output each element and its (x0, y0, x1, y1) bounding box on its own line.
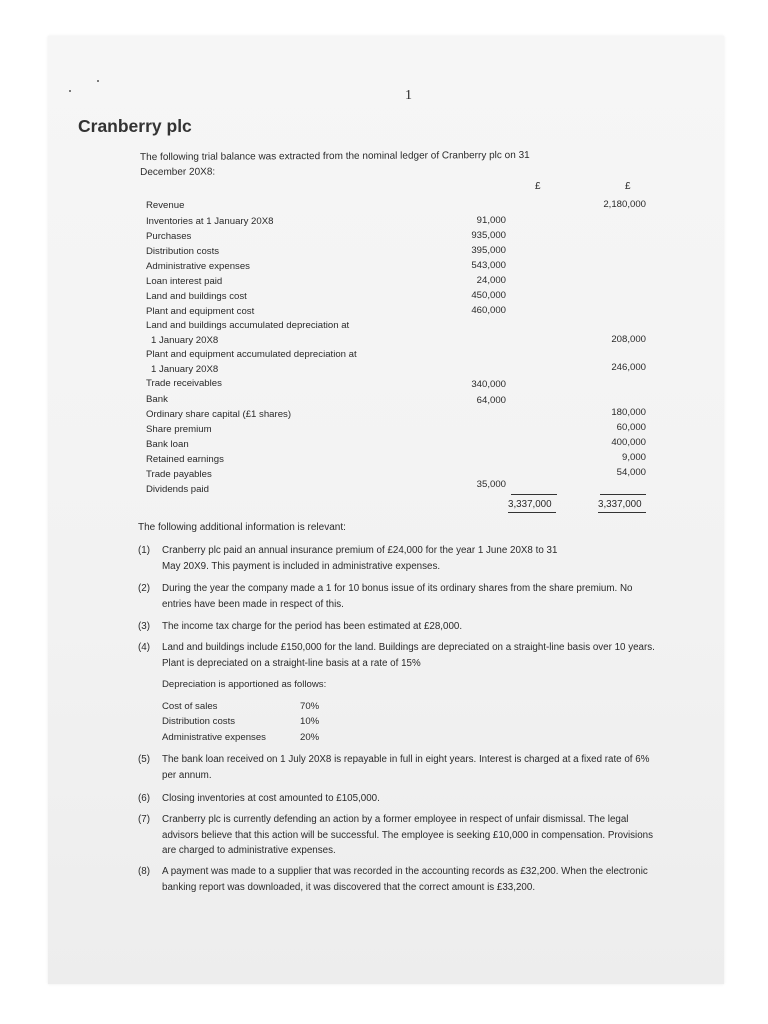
note-number: (4) (138, 642, 150, 653)
row-label: Distribution costs (146, 246, 220, 257)
debit-cell: 935,000 (471, 230, 506, 241)
total-debit: 3,337,000 (508, 499, 552, 510)
speck (69, 90, 71, 92)
note-text: Land and buildings include £150,000 for the land. Buildings are depreciated on a straight-line basis over 10 years. Plant is depreciated on a straight-line basis at a rate of 15% (162, 642, 655, 669)
note-text: The bank loan received on 1 July 20X8 is repayable in full in eight years. Interest is charged at a fixed rate of 6% per annum. (162, 754, 650, 781)
credit-total-rule (598, 512, 646, 513)
credit-currency-header: £ (625, 181, 631, 192)
debit-cell: 35,000 (476, 479, 506, 490)
depreciation-percent: 10% (300, 716, 320, 727)
speck (97, 80, 99, 82)
credit-subtotal-rule (600, 494, 646, 495)
row-label: Trade payables (146, 469, 212, 480)
depreciation-label: Administrative expenses (162, 732, 266, 743)
row-label: Share premium (146, 424, 212, 435)
note-text: Closing inventories at cost amounted to £105,000. (162, 793, 380, 804)
row-label: 1 January 20X8 (151, 364, 219, 375)
debit-cell: 64,000 (476, 395, 506, 406)
note-text: Cranberry plc paid an annual insurance premium of £24,000 for the year 1 June 20X8 to 31 May 20X9. This payment is included in administrative expenses. (162, 545, 558, 572)
note-text: A payment was made to a supplier that was recorded in the accounting records as £32,200. When the electronic banking report was downloaded, it was discovered that the correct amount is £33,200. (162, 866, 648, 893)
row-label: Bank (146, 394, 168, 405)
note-text: Cranberry plc is currently defending an action by a former employee in respect of unfair dismissal. The legal advisors believe that this action will be successful. The employee is seeking £10,000 in compensation. Provisions are charged to administrative expenses. (162, 814, 654, 856)
credit-cell: 9,000 (621, 452, 646, 463)
debit-total-rule (508, 512, 556, 513)
debit-cell: 340,000 (471, 379, 506, 390)
note-text: During the year the company made a 1 for 10 bonus issue of its ordinary shares from the share premium. No entries have been made in respect of this. (162, 583, 633, 610)
debit-subtotal-rule (511, 494, 557, 495)
row-label: Land and buildings accumulated depreciation at (146, 320, 350, 331)
company-title: Cranberry plc (78, 116, 192, 136)
depreciation-label: Cost of sales (162, 701, 218, 712)
row-label: Administrative expenses (146, 261, 250, 272)
row-label: Loan interest paid (146, 276, 223, 287)
debit-cell: 450,000 (471, 290, 506, 301)
additional-info-heading: The following additional information is relevant: (138, 522, 346, 533)
credit-cell: 400,000 (611, 437, 646, 448)
row-label: Plant and equipment cost (146, 306, 255, 317)
row-label: Land and buildings cost (146, 291, 247, 302)
note-text: The income tax charge for the period has been estimated at £28,000. (162, 621, 463, 632)
page-number: 1 (405, 88, 412, 103)
debit-cell: 395,000 (471, 245, 506, 256)
debit-currency-header: £ (535, 181, 541, 192)
credit-cell: 60,000 (616, 422, 646, 433)
debit-cell: 24,000 (476, 275, 506, 286)
note-number: (1) (138, 545, 150, 556)
intro-text: The following trial balance was extracted from the nominal ledger of Cranberry plc on 31 December 20X8: (140, 149, 530, 178)
row-label: 1 January 20X8 (151, 335, 219, 346)
debit-cell: 543,000 (471, 260, 506, 271)
row-label: Revenue (146, 200, 185, 211)
note-number: (6) (138, 793, 150, 804)
row-label: Trade receivables (146, 378, 222, 389)
credit-cell: 180,000 (611, 407, 646, 418)
note-number: (2) (138, 583, 150, 594)
depreciation-percent: 20% (300, 732, 320, 743)
note-number: (5) (138, 754, 150, 765)
table-row (146, 318, 656, 333)
note-number: (3) (138, 621, 150, 632)
debit-cell: 460,000 (471, 305, 506, 316)
credit-cell: 246,000 (611, 362, 646, 373)
row-label: Plant and equipment accumulated depreciation at (146, 349, 357, 360)
row-label: Purchases (146, 231, 192, 242)
row-label: Ordinary share capital (£1 shares) (146, 409, 292, 420)
depreciation-heading: Depreciation is apportioned as follows: (162, 679, 327, 690)
note-number: (7) (138, 814, 150, 825)
row-label: Bank loan (146, 439, 189, 450)
depreciation-label: Distribution costs (162, 716, 236, 727)
row-label: Dividends paid (146, 484, 209, 495)
credit-cell: 54,000 (616, 467, 646, 478)
row-label: Inventories at 1 January 20X8 (146, 216, 274, 227)
row-label: Retained earnings (146, 454, 224, 465)
credit-cell: 208,000 (611, 334, 646, 345)
note-number: (8) (138, 866, 150, 877)
credit-cell: 2,180,000 (603, 199, 646, 210)
total-credit: 3,337,000 (598, 499, 642, 510)
depreciation-percent: 70% (300, 701, 320, 712)
debit-cell: 91,000 (476, 215, 506, 226)
